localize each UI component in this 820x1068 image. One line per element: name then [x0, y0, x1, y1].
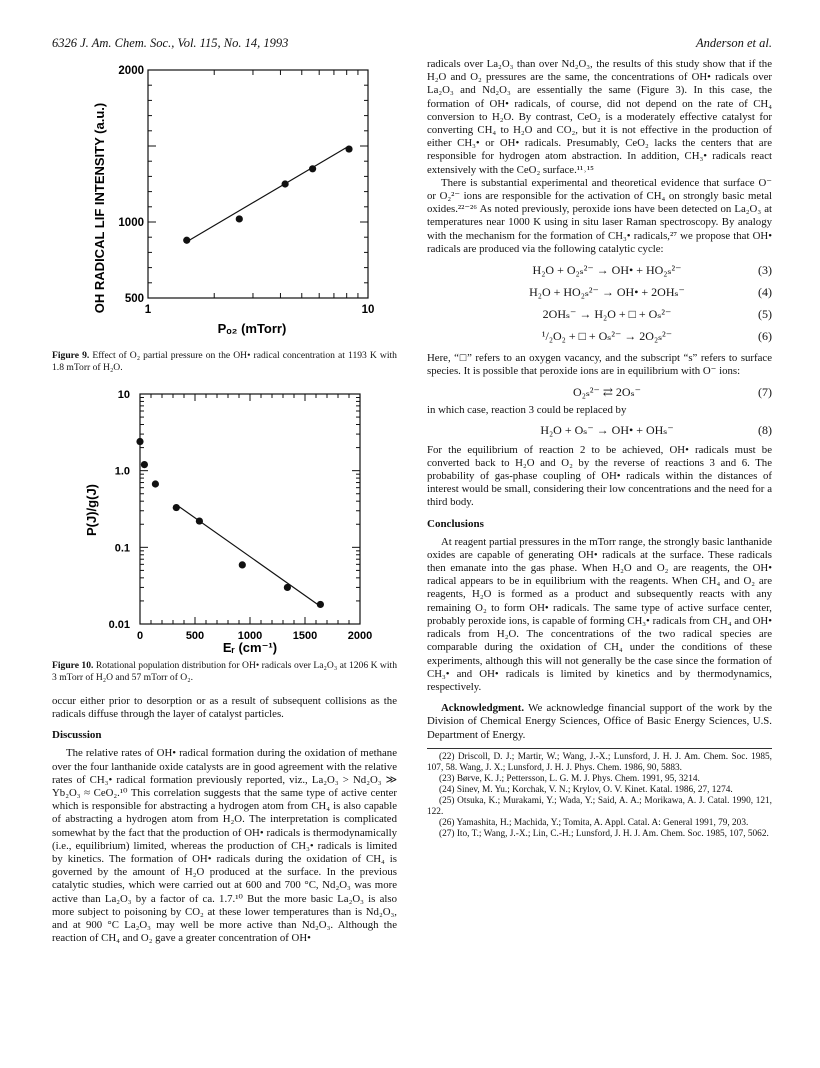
- figure-10-caption-label: Figure 10.: [52, 660, 94, 671]
- figure-10-chart: [52, 382, 397, 657]
- figure-10-x-tick-label: 1500: [292, 630, 318, 642]
- figure-10-data-point: [141, 461, 148, 468]
- reference-item: (22) Driscoll, D. J.; Martir, W.; Wang, J.-X.; Lunsford, J. H. J. Am. Chem. Soc. 1985, 107, 58. Wang, J. X.; Lunsford, J. H. J. Phys. Chem. 1986, 90, 5883.: [427, 751, 772, 773]
- equation-number: (6): [758, 329, 772, 344]
- equation-number: (5): [758, 307, 772, 322]
- reference-item: (25) Otsuka, K.; Murakami, Y.; Wada, Y.; Said, A. A.; Morikawa, A. J. Catal. 1990, 121, 122.: [427, 795, 772, 817]
- equation-3: [427, 260, 772, 282]
- equation-7: [427, 382, 772, 404]
- figure-9-chart: [52, 58, 397, 348]
- acknowledgment-text: We acknowledge financial support of the work by the Division of Chemical Energy Sciences, Office of Basic Energy Sciences, U.S. Department of Energy.: [427, 702, 772, 741]
- discussion-heading: Discussion: [52, 729, 102, 742]
- acknowledgment: [427, 702, 772, 742]
- figure-10-data-point: [136, 438, 143, 445]
- equation-number: (4): [758, 285, 772, 300]
- reference-item: (27) Ito, T.; Wang, J.-X.; Lin, C.-H.; Lunsford, J. H. J. Am. Chem. Soc. 1985, 107, 5062.: [439, 828, 769, 839]
- reference-item: (23) Børve, K. J.; Pettersson, L. G. M. J. Phys. Chem. 1991, 95, 3214.: [439, 773, 700, 784]
- figure-10-caption: [52, 660, 397, 683]
- figure-9-y-tick-label: 2000: [118, 65, 144, 77]
- figure-10-x-tick-label: 0: [136, 630, 144, 642]
- equation-text: O₂ₛ²⁻ ⇄ 2Oₛ⁻: [573, 385, 641, 400]
- equation-number: (7): [758, 385, 772, 400]
- figure-9-caption-text: Effect of O₂ partial pressure on the OH• radical concentration at 1193 K with 1.8 mTorr of H₂O.: [52, 350, 397, 373]
- equation-text: ¹/₂O₂ + □ + Oₛ²⁻ → 2O₂ₛ²⁻: [541, 329, 673, 344]
- equation-text: H₂O + O₂ₛ²⁻ → OH• + HO₂ₛ²⁻: [532, 263, 682, 278]
- equation-text: H₂O + Oₛ⁻ → OH• + OHₛ⁻: [540, 422, 674, 437]
- equation-number: (8): [758, 422, 772, 437]
- figure-10-x-tick-label: 2000: [347, 630, 373, 642]
- figure-10-y-tick-label: 10: [117, 389, 130, 401]
- figure-9-x-axis-label: Pₒ₂ (mTorr): [217, 321, 287, 336]
- figure-9-x-tick-label: 10: [361, 304, 375, 316]
- figure-10-y-tick-label: 0.1: [114, 542, 130, 555]
- references: [427, 748, 772, 840]
- equation-4: [427, 282, 772, 304]
- reference-item: (24) Sinev, M. Yu.; Korchak, V. N.; Krylov, O. V. Kinet. Katal. 1986, 27, 1274.: [439, 784, 733, 795]
- figure-10-y-axis-label: P(J)/g(J): [84, 484, 99, 536]
- figure-9-data-point: [183, 237, 190, 244]
- figure-10-data-point: [196, 517, 203, 524]
- reference-item: (26) Yamashita, H.; Machida, Y.; Tomita, A. Appl. Catal. A: General 1991, 79, 203.: [439, 817, 749, 828]
- figure-10-caption-text: Rotational population distribution for OH• radicals over La₂O₃ at 1206 K with 3 mTorr of H₂O and 57 mTorr of O₂.: [52, 660, 397, 683]
- figure-9-caption: [52, 350, 397, 373]
- figure-9-x-tick-label: 1: [144, 304, 152, 316]
- equation-number: (3): [758, 263, 772, 278]
- paragraph: in which case, reaction 3 could be replaced by: [427, 404, 627, 417]
- header-authors: Anderson et al.: [695, 36, 772, 50]
- left-column-text: [52, 695, 397, 945]
- figure-9-caption-label: Figure 9.: [52, 350, 90, 361]
- figure-10-data-point: [173, 504, 180, 511]
- figure-9-y-tick-label: 500: [124, 293, 144, 305]
- equation-5: [427, 304, 772, 326]
- right-column-text: [427, 58, 772, 840]
- equation-text: 2OHₛ⁻ → H₂O + □ + Oₛ²⁻: [542, 307, 672, 322]
- figure-10-x-tick-label: 1000: [237, 630, 263, 642]
- figure-9: [52, 58, 397, 348]
- figure-9-data-point: [236, 215, 243, 222]
- paragraph: The relative rates of OH• radical formation during the oxidation of methane over the four lanthanide oxide catalysts are in good agreement with the relative rates of CH₃• radical formation previously reported, viz., La₂O₃ > Nd₂O₃ ≫ Yb₂O₃ ≈ CeO₂.¹⁰ This correlation suggests that the same type of active center which is responsible for abstracting a hydrogen atom from CH₄ is also capable of abstracting a hydrogen atom from H₂O. The interpretation is complicated somewhat by the fact that the production of OH• radicals is thermodynamically (i.e., equilibrium) limited, whereas the production of CH₃• radicals is limited by kinetics. The formation of OH• radicals during the oxidation of CH₄ is governed by the amount of H₂O produced at the surface. In the previous catalytic studies, which were carried out at 600 and 700 °C, Nd₂O₃ was more active than La₂O₃ by a factor of ca. 1.7.¹⁰ But the more basic La₂O₃ is also more subject to poisoning by CO₂ at these lower temperatures than is Nd₂O₃, and at 900 °C La₂O₃ may well be more active than Nd₂O₃. Although the reaction of CH₄ and O₂ gave a greater concentration of OH•: [52, 747, 397, 945]
- figure-9-data-point: [345, 145, 352, 152]
- conclusions-heading: Conclusions: [427, 517, 484, 530]
- running-header: [52, 36, 772, 52]
- figure-10-data-point: [152, 480, 159, 487]
- figure-10-data-point: [239, 561, 246, 568]
- figure-9-plot-frame: [148, 70, 368, 298]
- paragraph: There is substantial experimental and theoretical evidence that surface O⁻ or O₂²⁻ ions are responsible for the activation of CH₄ on strongly basic metal oxides.²²⁻²⁶ As noted previously, peroxide ions have been detected on La₂O₃ at temperatures near 1000 K using in situ laser Raman spectroscopy. By analogy with the mechanism for the formation of CH₃• radicals,²⁷ we propose that OH• radicals are produced via the following catalytic cycle:: [427, 176, 772, 255]
- equation-6: [427, 326, 772, 348]
- figure-9-y-axis-label: OH RADICAL LIF INTENSITY (a.u.): [92, 102, 107, 314]
- acknowledgment-label: Acknowledgment.: [441, 702, 525, 715]
- equation-text: H₂O + HO₂ₛ²⁻ → OH• + 2OHₛ⁻: [529, 285, 685, 300]
- figure-10-data-point: [284, 584, 291, 591]
- figure-10-y-tick-label: 0.01: [108, 619, 130, 631]
- figure-10-y-tick-label: 1.0: [114, 465, 130, 478]
- figure-10-x-axis-label: Eᵣ (cm⁻¹): [222, 640, 278, 655]
- paragraph: Here, “□” refers to an oxygen vacancy, and the subscript “s” refers to surface species. It is possible that peroxide ions are in equilibrium with O⁻ ions:: [427, 352, 772, 378]
- figure-9-fit-line: [187, 146, 349, 242]
- figure-9-data-point: [309, 165, 316, 172]
- figure-10-data-point: [317, 601, 324, 608]
- figure-9-data-point: [282, 180, 289, 187]
- paragraph: For the equilibrium of reaction 2 to be achieved, OH• radicals must be converted back to H₂O and O₂ by the reverse of reactions 3 and 6. The probability of gas-phase coupling of OH• radicals within the distances of interest would be small, considering their low concentrations and the need for a third body.: [427, 443, 772, 509]
- figure-10: [52, 382, 397, 657]
- paragraph: At reagent partial pressures in the mTorr range, the strongly basic lanthanide oxides are capable of generating OH• radicals at the surface. These radicals then emanate into the gas phase. When H₂O and O₂ are reagents, the OH• radical appears to be in equilibrium with the reagents. When CH₄ and O₂ are reagents, H₂O is formed as a product and subsequently reacts with any remaining O₂ to form OH• radicals. The same type of active surface center, probably peroxide ions, is capable of forming CH₃• radicals from CH₄ and OH• radicals from H₂O. The concentrations of the two radical species are comparable during the oxidation of CH₄ under the conditions of these experiments, although this will not generally be the case since the formation of CH₃• and OH• radicals is limited by kinetics and by thermodynamics, respectively.: [427, 535, 772, 693]
- figure-9-y-tick-label: 1000: [118, 217, 144, 229]
- paragraph: occur either prior to desorption or as a result of subsequent collisions as the radicals diffuse through the layer of catalyst particles.: [52, 695, 397, 721]
- figure-10-x-tick-label: 500: [185, 630, 205, 642]
- paragraph: radicals over La₂O₃ than over Nd₂O₃, the results of this study show that if the H₂O and O₂ pressures are the same, the concentrations of OH• radicals over La₂O₃ and Nd₂O₃ are essentially the same (Figure 3). In this case, the formation of OH• radicals, of course, did not depend on the rate of CH₄ conversion to H₂O. By contrast, CeO₂ is a moderately effective catalyst for converting CH₄ to H₂O and CO₂, but it is not effective in the production of either CH₃• or OH• radicals. Presumably, CeO₂ lacks the centers that are responsible for hydrogen atom abstraction. In addition, CH₃• radicals react extensively with the CeO₂ surface.¹¹˒¹⁵: [427, 58, 772, 176]
- header-journal-info: 6326 J. Am. Chem. Soc., Vol. 115, No. 14, 1993: [52, 36, 289, 50]
- equation-8: [427, 420, 772, 442]
